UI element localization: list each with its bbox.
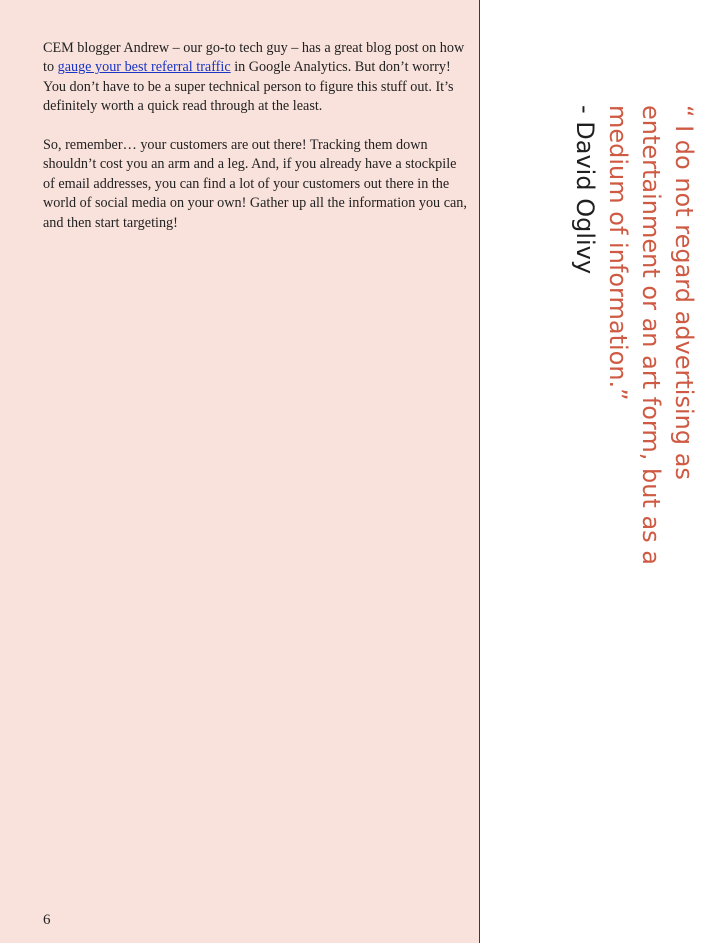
paragraph-1	[43, 39, 468, 117]
quote-line-2: entertainment or an art form, but as a	[637, 105, 665, 565]
article-body	[43, 39, 468, 252]
referral-traffic-link[interactable]: gauge your best referral traffic	[57, 59, 231, 76]
quote-line-1: “ I do not regard advertising as	[670, 105, 698, 480]
paragraph-1-rest: in Google Analytics. But don’t worry! You don’t have to be a super technical person to figure this stuff out. It’s definitely worth a quick read through at the least.	[43, 59, 454, 115]
quote-line-3: medium of information.”	[604, 105, 632, 401]
pull-quote	[568, 105, 700, 745]
paragraph-1-intro: CEM blogger Andrew – our go-to tech guy – has a great blog post on how to	[43, 40, 465, 76]
paragraph-2: So, remember… your customers are out there! Tracking them down shouldn’t cost you an arm and a leg. And, if you already have a stockpile of email addresses, you can find a lot of your customers out there in the world of social media on your own! Gather up all the information you can, and then start targeting!	[43, 137, 467, 231]
quote-attribution: - David Oglivy	[571, 105, 599, 275]
page-number: 6	[43, 912, 51, 928]
